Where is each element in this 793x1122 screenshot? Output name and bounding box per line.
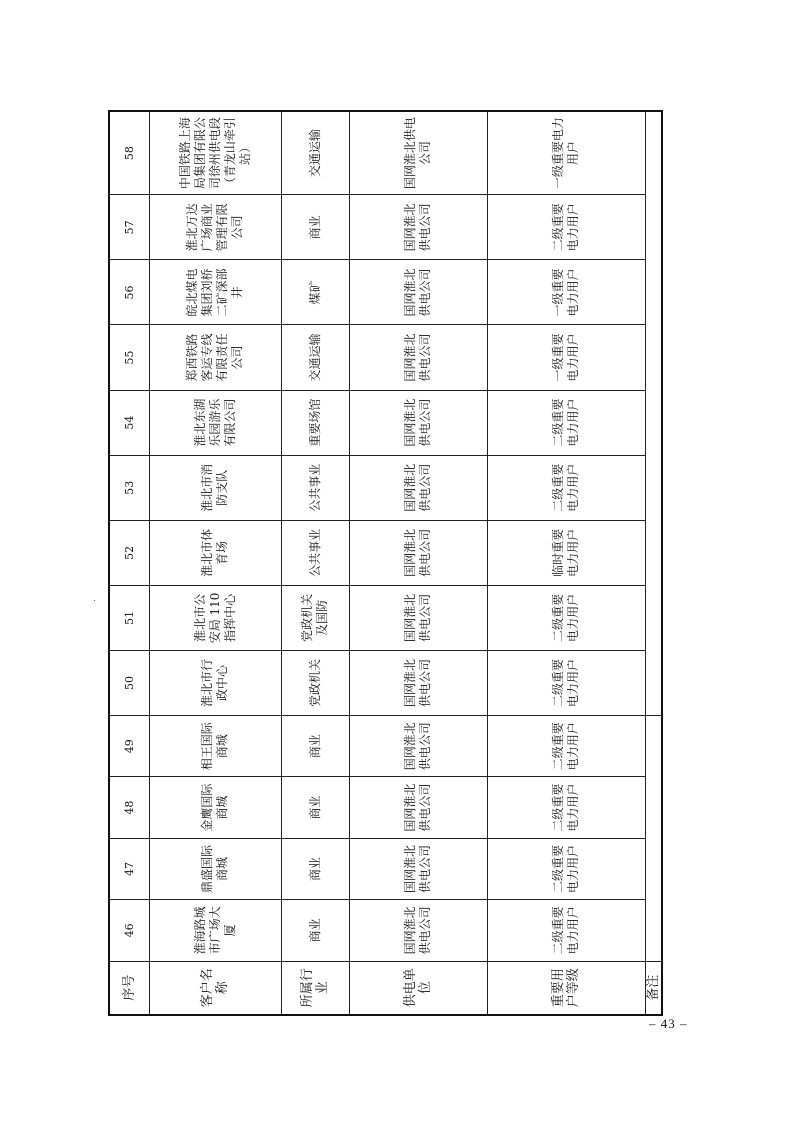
cell-industry: 公共事业 — [281, 455, 349, 520]
cell-industry: 交通运输 — [281, 111, 349, 195]
cell-industry: 商业 — [281, 716, 349, 777]
page-number: – 43 – — [649, 1016, 688, 1031]
cell-supplier: 国网淮北供电公司 — [349, 455, 487, 520]
header-notes: 备注 — [645, 961, 662, 1015]
cell-name: 淮北市公安局 110 指挥中心 — [149, 585, 281, 650]
header-seq: 序号 — [109, 961, 149, 1015]
header-supplier: 供电单位 — [349, 961, 487, 1015]
field-row-industry — [281, 111, 349, 1015]
cell-industry: 煤矿 — [281, 260, 349, 325]
field-row-level — [487, 111, 645, 1015]
cell-supplier: 国网淮北供电公司 — [349, 716, 487, 777]
field-row-seq — [109, 111, 149, 1015]
cell-seq: 54 — [109, 390, 149, 455]
cell-name: 淮北东湖乐园游乐有限公司 — [149, 390, 281, 455]
cell-level: 一级重要电力用户 — [487, 325, 645, 390]
cell-supplier: 国网淮北供电公司 — [349, 260, 487, 325]
cell-industry: 公共事业 — [281, 520, 349, 585]
cell-industry: 党政机关 — [281, 650, 349, 715]
cell-level: 二级重要电力用户 — [487, 716, 645, 777]
cell-supplier: 国网淮北供电公司 — [349, 650, 487, 715]
cell-supplier: 国网淮北供电公司 — [349, 111, 487, 195]
cell-seq: 53 — [109, 455, 149, 520]
cell-level: 临时重要电力用户 — [487, 520, 645, 585]
cell-name: 淮北市行政中心 — [149, 650, 281, 715]
cell-level: 一级重要电力用户 — [487, 111, 645, 195]
stray-dot — [94, 600, 95, 601]
cell-supplier: 国网淮北供电公司 — [349, 195, 487, 260]
important-users-table — [108, 110, 663, 1016]
cell-seq: 50 — [109, 650, 149, 715]
cell-seq: 48 — [109, 777, 149, 838]
cell-industry: 党政机关及国防 — [281, 585, 349, 650]
cell-seq: 58 — [109, 111, 149, 195]
header-name: 客户名称 — [149, 961, 281, 1015]
cell-level: 二级重要电力用户 — [487, 900, 645, 961]
cell-supplier: 国网淮北供电公司 — [349, 585, 487, 650]
cell-level: 二级重要电力用户 — [487, 777, 645, 838]
cell-industry: 商业 — [281, 195, 349, 260]
cell-supplier: 国网淮北供电公司 — [349, 777, 487, 838]
cell-industry: 交通运输 — [281, 325, 349, 390]
notes-cell — [645, 111, 662, 716]
cell-level: 二级重要电力用户 — [487, 195, 645, 260]
notes-cell — [645, 716, 662, 962]
cell-supplier: 国网淮北供电公司 — [349, 390, 487, 455]
cell-industry: 商业 — [281, 838, 349, 899]
field-row-notes — [645, 111, 662, 1015]
cell-name: 淮北市体育场 — [149, 520, 281, 585]
cell-supplier: 国网淮北供电公司 — [349, 900, 487, 961]
cell-level: 二级重要电力用户 — [487, 838, 645, 899]
cell-seq: 49 — [109, 716, 149, 777]
cell-name: 相王国际商城 — [149, 716, 281, 777]
cell-name: 淮海路城市广场大厦 — [149, 900, 281, 961]
cell-name: 淮北万达广场商业管理有限公司 — [149, 195, 281, 260]
cell-level: 二级重要电力用户 — [487, 585, 645, 650]
cell-industry: 商业 — [281, 777, 349, 838]
cell-supplier: 国网淮北供电公司 — [349, 838, 487, 899]
cell-seq: 51 — [109, 585, 149, 650]
cell-name: 皖北煤电集团刘桥二矿深部井 — [149, 260, 281, 325]
cell-industry: 重要场馆 — [281, 390, 349, 455]
cell-name: 金鹰国际商城 — [149, 777, 281, 838]
cell-seq: 55 — [109, 325, 149, 390]
cell-level: 二级重要电力用户 — [487, 650, 645, 715]
cell-name: 鼎盛国际商城 — [149, 838, 281, 899]
header-industry: 所属行业 — [281, 961, 349, 1015]
header-level: 重要用户等级 — [487, 961, 645, 1015]
cell-supplier: 国网淮北供电公司 — [349, 520, 487, 585]
cell-supplier: 国网淮北供电公司 — [349, 325, 487, 390]
cell-level: 二级重要电力用户 — [487, 390, 645, 455]
cell-seq: 46 — [109, 900, 149, 961]
rotated-table-container — [108, 110, 661, 1016]
cell-level: 一级重要电力用户 — [487, 260, 645, 325]
cell-name: 郑西铁路客运专线有限责任公司 — [149, 325, 281, 390]
cell-seq: 52 — [109, 520, 149, 585]
field-row-name — [149, 111, 281, 1015]
cell-seq: 57 — [109, 195, 149, 260]
cell-name: 淮北市消防支队 — [149, 455, 281, 520]
cell-industry: 商业 — [281, 900, 349, 961]
cell-seq: 47 — [109, 838, 149, 899]
field-row-supplier — [349, 111, 487, 1015]
cell-seq: 56 — [109, 260, 149, 325]
cell-level: 二级重要电力用户 — [487, 455, 645, 520]
cell-name: 中国铁路上海局集团有限公司徐州供电段（青龙山牵引站） — [149, 111, 281, 195]
